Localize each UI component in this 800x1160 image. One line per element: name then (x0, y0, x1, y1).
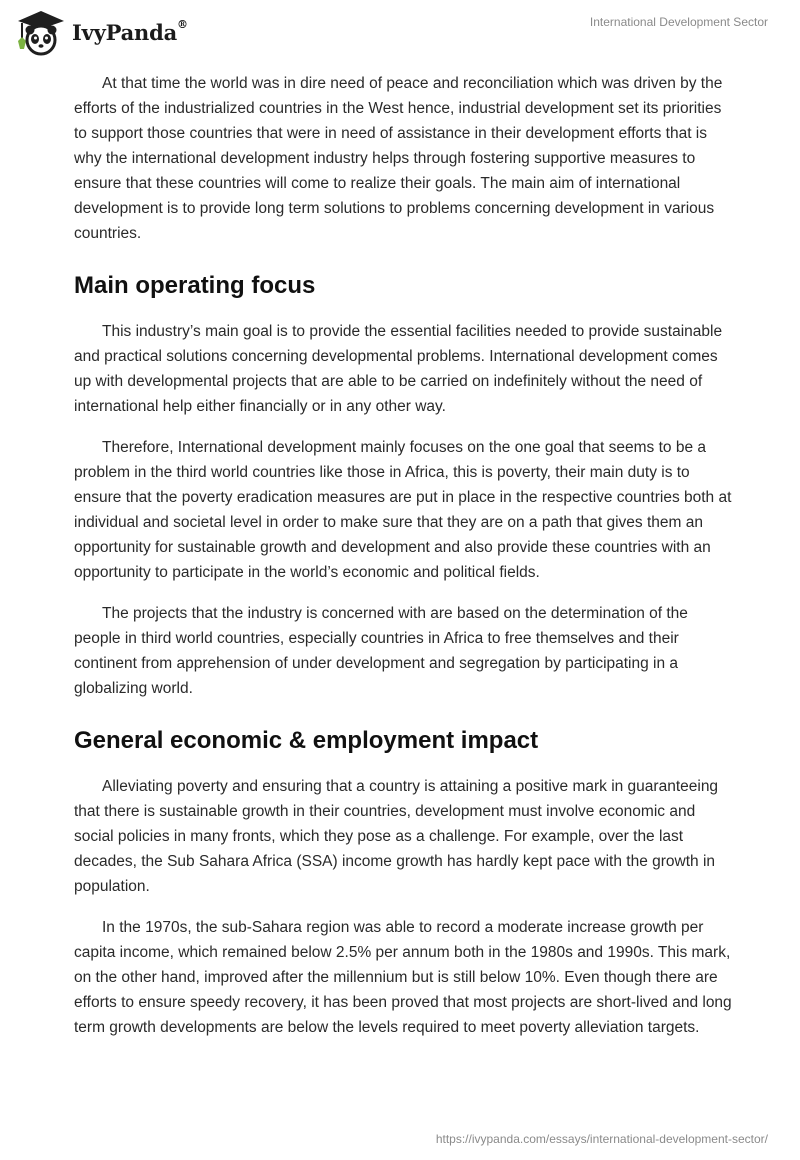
paragraph: In the 1970s, the sub-Sahara region was able to record a moderate increase growth per capita income, which remained below 2.5% per annum both in the 1980s and 1990s. This mark, on the other hand, improved after the millennium but is still below 10%. Even though there are efforts to ensure speedy recovery, it has been proved that most projects are short-lived and long term growth developments are below the levels required to meet poverty alleviation targets. (74, 919, 732, 1036)
paragraph: At that time the world was in dire need of peace and reconciliation which was driven by the efforts of the industrialized countries in the West hence, industrial development set its priorities to support those countries that were in need of assistance in their development efforts that is why the international development industry helps through fostering supportive measures to ensure that these countries will come to realize their goals. The main aim of international development is to provide long term solutions to problems concerning development in various countries. (74, 75, 723, 242)
section-heading: General economic & employment impact (74, 727, 539, 754)
page-header (0, 0, 800, 62)
source-url[interactable]: https://ivypanda.com/essays/international-development-sector/ (435, 1132, 768, 1146)
essay-body (74, 71, 734, 1056)
document-title: International Development Sector (589, 15, 768, 29)
brand-name: IvyPanda® (72, 17, 188, 45)
panda-graduate-icon (14, 7, 68, 57)
paragraph: Alleviating poverty and ensuring that a country is attaining a positive mark in guaranteeing that there is sustainable growth in their countries, development must involve economic and social policies in many fronts, which they pose as a challenge. For example, over the last decades, the Sub Sahara Africa (SSA) income growth has hardly kept pace with the growth in population. (74, 778, 719, 895)
section-heading: Main operating focus (74, 272, 316, 299)
paragraph: The projects that the industry is concerned with are based on the determination of the people in third world countries, especially countries in Africa to free themselves and their continent from apprehension of under development and segregation by participating in a globalizing world. (74, 605, 688, 697)
ivypanda-logo[interactable] (14, 7, 188, 57)
paragraph: This industry’s main goal is to provide the essential facilities needed to provide sustainable and practical solutions concerning developmental problems. International development comes up with developmental projects that are able to be carried on indefinitely without the need of international help either financially or in any other way. (74, 323, 723, 415)
paragraph: Therefore, International development mainly focuses on the one goal that seems to be a problem in the third world countries like those in Africa, this is poverty, their main duty is to ensure that the poverty eradication measures are put in place in the respective countries both at individual and societal level in order to make sure that they are on a path that gives them an opportunity for sustainable growth and development and also provide these countries with an opportunity to participate in the world’s economic and political fields. (74, 439, 732, 581)
